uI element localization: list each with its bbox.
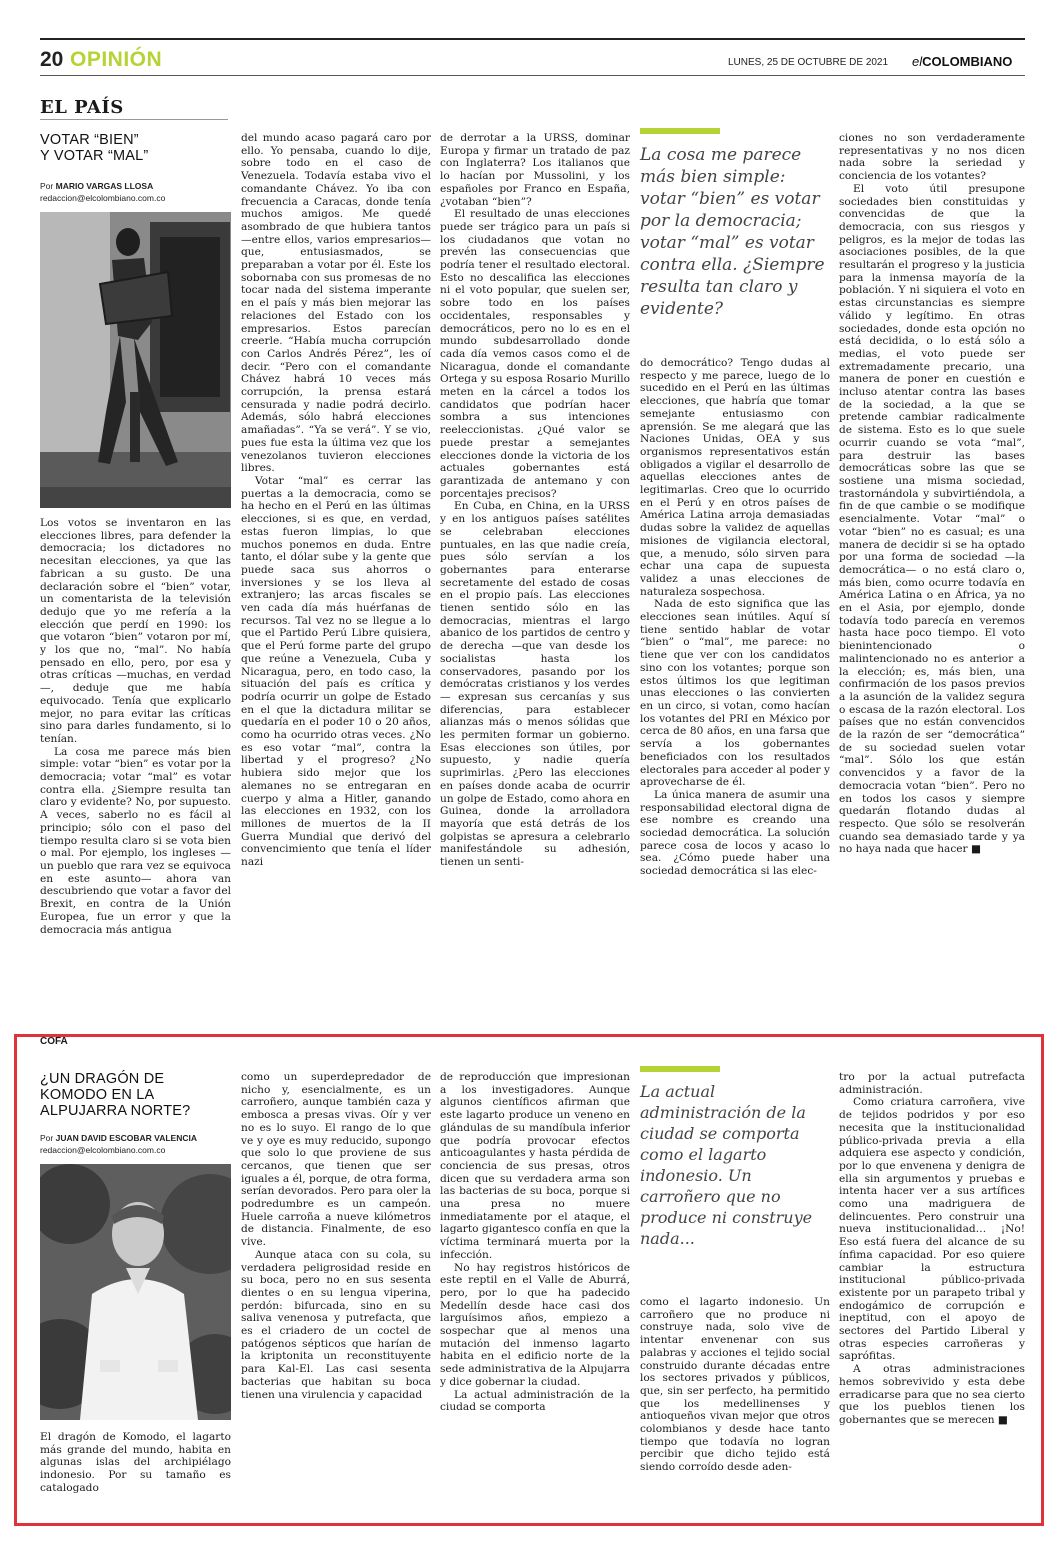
article2-title-line3: ALPUJARRA NORTE?: [40, 1103, 191, 1119]
article1-col4-p1: do democrático? Tengo dudas al respecto y me parece, luego de lo sucedido en el Perú en las últimas elecciones, que habría que tomar semejante entusiasmo con aprensión. Se me alegará que las Naciones Unidas, OEA y sus organismos representativos están obligados a vigilar el desarrollo de aquellas elecciones antes de legitimarlas. Creo que lo ocurrido en el Perú y en otros países de América Latina arroja demasiadas dudas sobre la validez de aquellas misiones de vigilancia electoral, que, a menudo, sólo sirven para echar una capa de supuesta validez a unas elecciones de naturaleza sospechosa.: [640, 357, 830, 598]
article1-col1: [40, 517, 231, 1039]
article1-col5-p1: ciones no son verdaderamente representativas y no nos dicen nada sobre la seriedad y conciencia de los votantes?: [839, 132, 1025, 183]
masthead-brand-prefix: el: [912, 54, 923, 69]
article1-email: redaccion@elcolombiano.com.co: [40, 193, 166, 203]
page-number: 20: [40, 48, 64, 71]
header-rule-top: [40, 38, 1025, 40]
article2-col3: [440, 1071, 630, 1511]
article2-pull-quote: La actual administración de la ciudad se comporta como el lagarto indonesio. Un carroñero que no produce ni construye nada...: [640, 1082, 813, 1248]
article2-col2-p2: Aunque ataca con su cola, su verdadera peligrosidad reside en su boca, pero no en sus sesenta dientes o en su lengua viperina, perdón: bifurcada, sino en su saliva venenosa y putrefacta, que es el criadero de un coctel de patógenos sépticos que harían de la kriptonita un reconstituyente para Kal-El. Las casi sesenta bacterias que habitan su boca tienen una virulencia y capacidad: [241, 1248, 431, 1401]
article2-pull-quote-bar: [640, 1066, 720, 1072]
article1-col1-p2: La cosa me parece más bien simple: votar “bien” es votar por la democracia; votar “mal” es votar contra ella. ¿Siempre resulta tan claro y evidente? No, por supuesto. A veces, saberlo no es fácil al principio; sólo con el paso del tiempo resulta claro si se vota bien o mal. Por ejemplo, los ingleses —un pueblo que rara vez se equivoca en este asunto— ahora van descubriendo que votar a favor del Brexit, en contra de la Unión Europea, fue un error y que la democracia más antigua: [40, 745, 231, 936]
article1-col4: [640, 357, 830, 1039]
article2-col5-p3: A otras administraciones hemos sobrevivido y esta debe erradicarse para que no sea cierto que los pueblos tienen los gobernantes que se merecen ■: [839, 1363, 1025, 1426]
article1-col3-p3: En Cuba, en China, en la URSS y en los antiguos países satélites se celebraban elecciones puntuales, en las que nadie creía, pues sólo servían a los gobernantes para enterarse secretamente del estado de cosas en el propio país. Las elecciones tienen sentido sólo en las democracias, mientras el largo abanico de los partidos de centro y de derecha —que van desde los socialistas hasta los conservadores, pasando por los demócratas cristianos y los verdes— expresan sus cercanías y sus diferencias, para establecer alianzas más o menos sólidas que les permiten formar un gobierno. Esas elecciones son útiles, por supuesto, y nadie quería suprimirlas. ¿Pero las elecciones en países donde acaba de ocurrir un golpe de Estado, como ahora en Guinea, donde la arrolladora mayoría que está detrás de los golpistas se apresura a celebrarlo manifestándole su adhesión, tienen un senti-: [440, 500, 630, 869]
masthead-brand: [912, 54, 1012, 69]
masthead-brand-name: COLOMBIANO: [922, 54, 1013, 69]
article1-author: MARIO VARGAS LLOSA: [55, 181, 154, 191]
source-logo: EL PAÍS: [40, 97, 124, 118]
issue-date: LUNES, 25 DE OCTUBRE DE 2021: [728, 57, 889, 68]
article2-col3-p2: No hay registros históricos de este reptil en el Valle de Aburrá, pero, por lo que ha padecido Medellín desde hace casi dos larguísimos años, empiezo a sospechar que al menos una mutación del inmenso lagarto habita en el edificio norte de la sede administrativa de la Alpujarra y dice gobernar la ciudad.: [440, 1261, 630, 1388]
article1-col3: [440, 132, 630, 1039]
article1-col2: [241, 132, 431, 1039]
article2-col5: [839, 1071, 1025, 1511]
article2-byline: [40, 1133, 197, 1143]
article2-col2: [241, 1071, 431, 1511]
article2-col4: [640, 1296, 830, 1511]
article1-col4-p3: La única manera de asumir una responsabilidad electoral digna de ese nombre es creando una sociedad democrática. La solución parece cosa de locos y acaso lo sea. ¿Cómo puede haber una sociedad democrática si las elec-: [640, 788, 830, 878]
article2-by-label: Por: [40, 1133, 54, 1143]
article1-col5-p2: El voto útil presupone sociedades bien constituidas y convencidas de que la democracia, con sus riesgos y peligros, es la mejor de todas las asociaciones posibles, de la que resultarán el progreso y la justicia para la inmensa mayoría de la población. Y ni siquiera el voto en estas circunstancias es siempre válido y legítimo. En otras sociedades, donde esta opción no está decidida, o lo está sólo a medias, el voto puede ser extremadamente precario, una manera de poner en cuestión e incluso atentar contra las bases de la sociedad, a la que se pretende cambiar radicalmente de sistema. Esto es lo que suele ocurrir cuando se vota “mal”, para destruir las bases democráticas sobre las que se sostiene una misma sociedad, trastornándola y subvirtiéndola, a fin de que cambie o se modifique esencialmente. Votar “mal” o votar “bien” no es casual; es una manera de decidir si se ha optado por una forma de sociedad —la democrática— o no está claro o, más bien, como ocurre todavía en América Latina o en África, ya no en el Asia, por ejemplo, donde todavía todo parecía en veremos hasta hace poco tiempo. El voto bienintencionado o malintencionado no es anterior a la elección; es, más bien, una confirmación de los pasos previos a la asunción de la validez segura o escasa de la razón electoral. Los países que no están convencidos de la razón de ser “democrática” de su sociedad suelen votar “mal”. Sólo los que están convencidos y a favor de la democracia votan “bien”. Pero no en todos los casos y siempre quedarán flotando dudas al respecto. Que sólo se resolverán cuando sea demasiado tarde y ya no haya nada que hacer ■: [839, 182, 1025, 856]
article2-col5-p2: Como criatura carroñera, vive de tejidos podridos y por eso necesita que la institucionalidad público-privada previa a ella adquiera ese aspecto y condición, por lo que envenena y denigra de ella sin argumentos y pruebas e intenta hacer ver a sus artífices como una madriguera de delincuentes. Pero construir una nueva institucionalidad… ¡No! Eso está fuera del alcance de su ínfima capacidad. Por eso quiere cambiar la estructura institucional público-privada existente por un parapeto tribal y endogámico de corrupción e ineptitud, con el apoyo de sectores del Partido Liberal y otras especies carroñeras y saprófitas.: [839, 1096, 1025, 1363]
article2-author: JUAN DAVID ESCOBAR VALENCIA: [55, 1133, 197, 1143]
source-logo-rule: [40, 119, 228, 120]
article2-col2-p1: como un superdepredador de nicho y, esencialmente, es un carroñero, aunque también caza y embosca a presas vivas. Oír y ver no es lo suyo. El rango de lo que ve y oye es muy reducido, supongo que solo lo que proviene de sus cercanos, que tienen que ser iguales a él, porque, de otra forma, serían devorados. Pero para oler la podredumbre es un campeón. Huele carroña a nueve kilómetros de distancia. Finalmente, de eso vive.: [241, 1071, 431, 1249]
article1-col4-p2: Nada de esto significa que las elecciones sean inútiles. Aquí sí tiene sentido hablar de votar “bien” o “mal”, me parece: no tiene que ver con los candidatos sino con los votantes; porque son estos últimos los que legitiman unas elecciones o las convierten en un circo, si votan, como hacían los votantes del PRI en México por cerca de 80 años, en una farsa que servía a los gobernantes beneficiados con los resultados electorales para acceder al poder y aprovecharse de él.: [640, 598, 830, 789]
article2-title: [40, 1071, 230, 1119]
article1-pull-quote-bar: [640, 128, 720, 134]
article1-col3-p2: El resultado de unas elecciones puede ser trágico para un país si los ciudadanos que votan no prevén las consecuencias que podría tener el resultado electoral. Esto no descalifica las elecciones ni el voto popular, que suelen ser, sobre todo en los países occidentales, responsables y democráticos, pero no lo es en el mundo subdesarrollado donde cada día vemos casos como el de Nicaragua, donde el comandante Ortega y su esposa Rosario Murillo meten en la cárcel a todos los candidatos que podrían hacer sombra a sus intenciones reeleccionistas. ¿Qué valor se puede prestar a semejantes elecciones donde la victoria de los actuales gobernantes está garantizada de antemano y con porcentajes precisos?: [440, 208, 630, 500]
article2-col3-p3: La actual administración de la ciudad se comporta: [440, 1388, 630, 1414]
article1-by-label: Por: [40, 181, 54, 191]
article2-cofa-label: COFA: [40, 1036, 68, 1047]
article1-title-line2: Y VOTAR “MAL”: [40, 148, 149, 164]
article2-title-line2: KOMODO EN LA: [40, 1087, 155, 1103]
article2-col3-p1: de reproducción que impresionan a los investigadores. Aunque algunos científicos afirman que este lagarto produce un veneno en glándulas de su mandíbula inferior que podría provocar efectos anticoagulantes y hasta pérdida de conciencia de sus presas, otros dicen que su verdadera arma son las bacterias de su boca, porque si una presa no muere inmediatamente por el ataque, el lagarto gigantesco confía en que la víctima terminará muerta por la infección.: [440, 1071, 630, 1261]
section-title: OPINIÓN: [70, 48, 163, 71]
article2-photo-author: [40, 1164, 231, 1420]
article1-col1-p1: Los votos se inventaron en las elecciones libres, para defender la democracia; los dictadores no necesitan elecciones, ya que las fabrican a su gusto. De una declaración sobre el “bien” votar, un comentarista de la televisión dedujo que yo me refería a la elección que perdí en 1990: los que votaron “bien” votaron por mí, y los que no, “mal”. No había pensado en ello, pero, por esa y otras críticas —muchas, en verdad—, deduje que me había equivocado. Tenía que explicarlo mejor, no para evitar las críticas sino para darles fundamento, si lo tenían.: [40, 517, 231, 745]
article1-title: [40, 132, 230, 164]
article2-col1-p1: El dragón de Komodo, el lagarto más grande del mundo, habita en algunas islas del archipiélago indonesio. Por su tamaño es catalogado: [40, 1431, 231, 1494]
article1-col3-p1: de derrotar a la URSS, dominar Europa y firmar un tratado de paz con Inglaterra? Los italianos que lo hacían por Mussolini, y los españoles por Franco en España, ¿votaban “bien”?: [440, 132, 630, 208]
article1-byline: [40, 181, 153, 191]
article1-title-line1: VOTAR “BIEN”: [40, 132, 139, 148]
article2-col4-p1: como el lagarto indonesio. Un carroñero que no produce ni construye nada, solo vive de intentar envenenar con sus palabras y acciones el tejido social construido durante décadas entre los sectores privados y públicos, que, sin ser perfecto, ha permitido que los medellinenses y antioqueños vivan mejor que otros colombianos y desde hace tanto tiempo que todavía no logran percibir que dicho tejido está siendo corroído desde aden-: [640, 1296, 830, 1474]
header-rule-bottom: [40, 75, 1025, 76]
article1-col2-p2: Votar “mal” es cerrar las puertas a la democracia, como se ha hecho en el Perú en las últimas elecciones, si es que, en verdad, estas fueron limpias, lo que muchos ponemos en duda. Entre tanto, el dólar sube y la gente que puede saca sus ahorros o inversiones y se los lleva al extranjero; las arcas fiscales se ven cada día más huérfanas de recursos. Tal vez no se llegue a lo que el Partido Perú Libre quisiera, que el Perú forme parte del grupo que reúne a Venezuela, Cuba y Nicaragua, pero, en todo caso, la situación del país es crítica y podría ocurrir un golpe de Estado en el que la dictadura militar se quedaría en el poder 10 o 20 años, como ha ocurrido otras veces. ¿No es eso votar “mal”, contra la libertad y el progreso? ¿No hubiera sido mejor que los alemanes no se entregaran en cuerpo y alma a Hitler, ganando las elecciones en 1932, con los millones de muertos de la II Guerra Mundial que derivó del convencimiento que tenía el líder nazi: [241, 474, 431, 869]
article1-col2-p1: del mundo acaso pagará caro por ello. Yo pensaba, cuando lo dije, sobre todo en el caso de Venezuela. Todavía estaba vivo el comandante Chávez. Yo iba con frecuencia a Caracas, donde tenía muchos amigos. Me quedé asombrado de que hubiera tantos —entre ellos, varios empresarios— que, entusiasmados, se preparaban a votar por él. Este los sobornaba con sus promesas de no tocar nada del sistema imperante en el país y más bien mejorar las relaciones del Estado con los empresarios. Estos parecían creerle. “Había mucha corrupción con Carlos Andrés Pérez”, les oí decir. “Pero con el comandante Chávez habrá 10 veces más corrupción, la prensa estará censurada y nadie podrá decirlo. Además, sólo habrá elecciones amañadas”. “Ya se verá”. Y se vio, pues fue esta la última vez que los venezolanos tuvieron elecciones libres.: [241, 132, 431, 475]
article1-pull-quote: La cosa me parece más bien simple: votar “bien” es votar por la democracia; votar “mal” es votar contra ella. ¿Siempre resulta tan claro y evidente?: [640, 145, 825, 319]
article2-col1: [40, 1431, 231, 1511]
article1-col5: [839, 132, 1025, 1039]
article2-title-line1: ¿UN DRAGÓN DE: [40, 1071, 165, 1087]
article2-col5-p1: tro por la actual putrefacta administración.: [839, 1071, 1025, 1096]
article2-email: redaccion@elcolombiano.com.co: [40, 1145, 166, 1155]
article1-photo-statue: [40, 212, 231, 508]
